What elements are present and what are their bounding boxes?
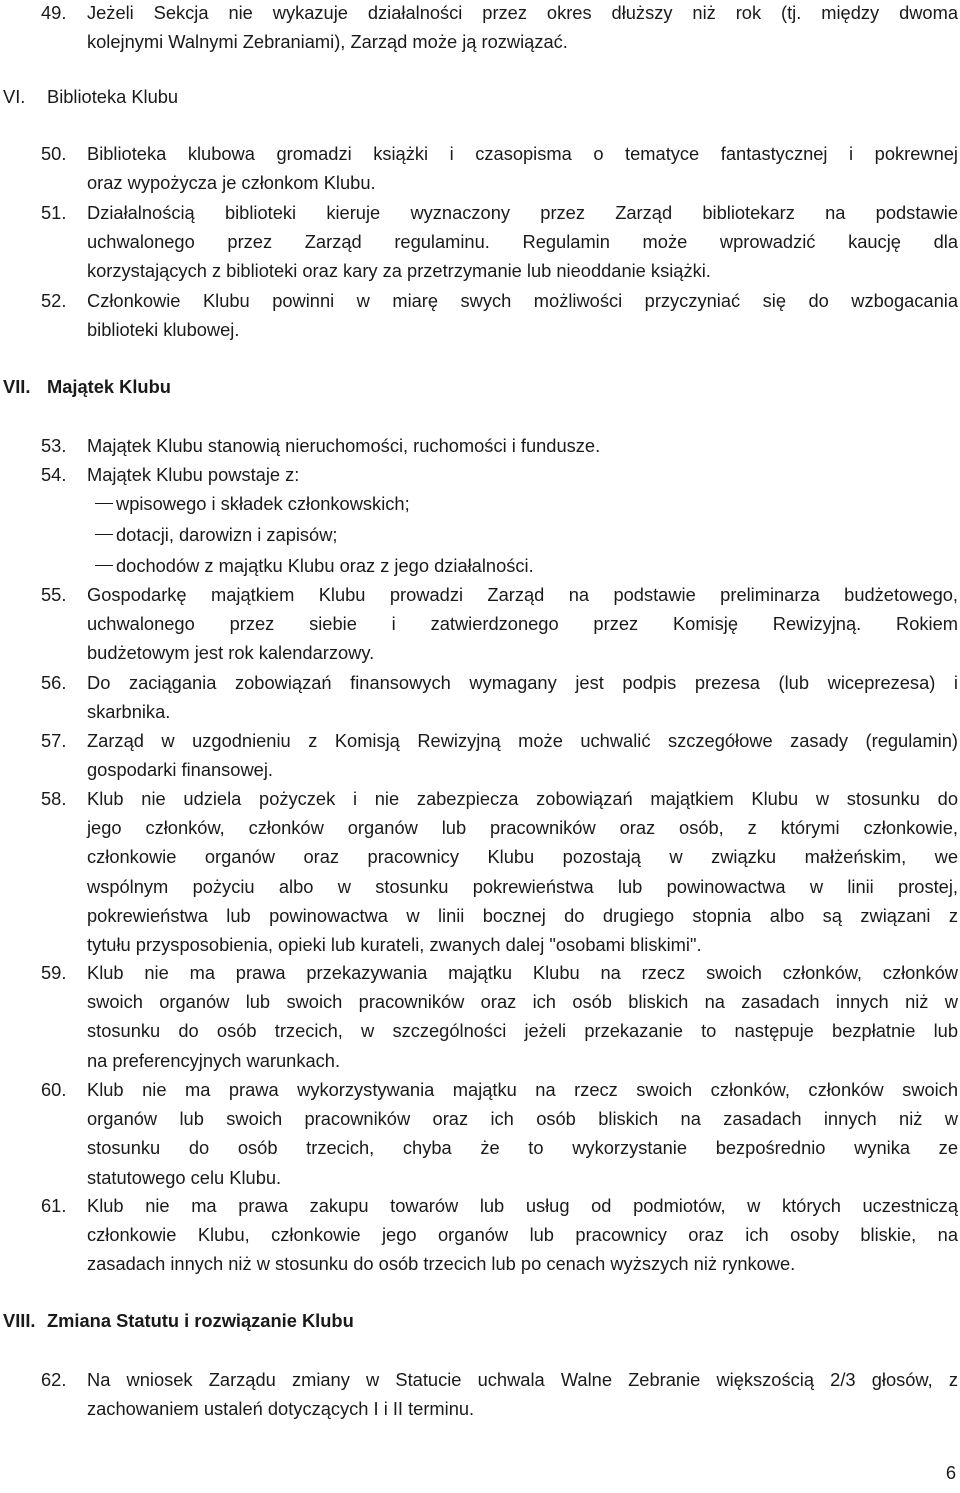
paragraph-line: Do zaciągania zobowiązań finansowych wymagany jest podpis prezesa (lub wiceprezesa) i — [87, 672, 958, 693]
paragraph-line: tytułu przysposobienia, opieki lub kurateli, zwanych dalej "osobami bliskimi". — [87, 934, 702, 956]
paragraph-line: zasadach innych niż w stosunku do osób trzecich lub po cenach wyższych niż rynkowe. — [87, 1253, 796, 1275]
paragraph-line: gospodarki finansowej. — [87, 759, 273, 781]
paragraph-line: uchwalonego przez siebie i zatwierdzonego przez Komisję Rewizyjną. Rokiem — [87, 613, 958, 635]
paragraph-line: statutowego celu Klubu. — [87, 1166, 282, 1188]
section-number: VI. — [3, 86, 26, 107]
paragraph-51 — [0, 198, 958, 286]
paragraph-number: 61. — [41, 1195, 67, 1216]
paragraph-number: 49. — [41, 2, 67, 23]
paragraph-55 — [0, 580, 958, 668]
paragraph-line: skarbnika. — [87, 701, 171, 723]
paragraph-line: na preferencyjnych warunkach. — [87, 1049, 341, 1071]
paragraph-number: 53. — [41, 435, 67, 456]
paragraph-line: pokrewieństwa lub powinowactwa w linii bocznej do drugiego stopnia albo są związani z — [87, 904, 958, 926]
paragraph-54 — [0, 460, 958, 489]
section-title: Biblioteka Klubu — [47, 86, 179, 107]
paragraph-number: 59. — [41, 962, 67, 983]
dash-bullet-icon — [95, 503, 113, 504]
paragraph-line: kolejnymi Walnymi Zebraniami), Zarząd może ją rozwiązać. — [87, 31, 568, 53]
paragraph-line: Biblioteka klubowa gromadzi książki i czasopisma o tematyce fantastycznej i pokrewnej — [87, 143, 958, 164]
paragraph-line: uchwalonego przez Zarząd regulaminu. Regulamin może wprowadzić kaucję dla — [87, 231, 958, 253]
paragraph-line: Klub nie udziela pożyczek i nie zabezpiecza zobowiązań majątkiem Klubu w stosunku do — [87, 788, 958, 809]
paragraph-59 — [0, 958, 958, 1075]
paragraph-line: stosunku do osób trzecich, chyba że to wykorzystanie bezpośrednio wynika ze — [87, 1137, 958, 1159]
list-item-text: dotacji, darowizn i zapisów; — [116, 524, 338, 545]
section-title: Majątek Klubu — [47, 376, 171, 397]
paragraph-56 — [0, 668, 958, 726]
paragraph-line: członkowie Klubu, członkowie jego organów lub pracownicy oraz ich osoby bliskie, na — [87, 1224, 958, 1246]
paragraph-52 — [0, 286, 958, 344]
paragraph-number: 60. — [41, 1079, 67, 1100]
paragraph-number: 62. — [41, 1369, 67, 1390]
paragraph-line: Na wniosek Zarządu zmiany w Statucie uchwala Walne Zebranie większością 2/3 głosów, z — [87, 1369, 958, 1390]
paragraph-number: 54. — [41, 464, 67, 485]
paragraph-number: 51. — [41, 202, 67, 223]
paragraph-number: 55. — [41, 584, 67, 605]
paragraph-57 — [0, 726, 958, 784]
paragraph-line: swoich organów lub swoich pracowników oraz ich osób bliskich na zasadach innych niż w — [87, 991, 958, 1013]
paragraph-49 — [0, 0, 958, 56]
paragraph-line: zachowaniem ustaleń dotyczących I i II terminu. — [87, 1398, 475, 1420]
paragraph-line: korzystających z biblioteki oraz kary za przetrzymanie lub nieoddanie książki. — [87, 260, 711, 282]
paragraph-61 — [0, 1191, 958, 1279]
paragraph-line: wspólnym pożyciu albo w stosunku pokrewieństwa lub powinowactwa w linii prostej, — [87, 875, 958, 897]
dash-bullet-icon — [95, 565, 113, 566]
list-item-text: wpisowego i składek członkowskich; — [116, 493, 410, 514]
paragraph-line: budżetowym jest rok kalendarzowy. — [87, 642, 375, 664]
section-title: Zmiana Statutu i rozwiązanie Klubu — [47, 1310, 354, 1331]
paragraph-line: biblioteki klubowej. — [87, 319, 240, 341]
paragraph-line: Członkowie Klubu powinni w miarę swych możliwości przyczyniać się do wzbogacania — [87, 290, 958, 311]
paragraph-53 — [0, 431, 958, 460]
paragraph-number: 58. — [41, 788, 67, 809]
paragraph-number: 50. — [41, 143, 67, 164]
section-number: VIII. — [3, 1310, 36, 1331]
paragraph-50 — [0, 139, 958, 197]
paragraph-line: Klub nie ma prawa wykorzystywania majątku na rzecz swoich członków, członków swoich — [87, 1079, 958, 1100]
paragraph-60 — [0, 1075, 958, 1192]
paragraph-line: Działalnością biblioteki kieruje wyznaczony przez Zarząd bibliotekarz na podstawie — [87, 202, 958, 223]
paragraph-line: stosunku do osób trzecich, w szczególności jeżeli przekazanie to następuje bezpłatnie lub — [87, 1020, 958, 1042]
paragraph-line: członkowie organów oraz pracownicy Klubu pozostają w związku małżeńskim, we — [87, 846, 958, 868]
paragraph-line: Zarząd w uzgodnieniu z Komisją Rewizyjną może uchwalić szczegółowe zasady (regulamin) — [87, 730, 958, 751]
paragraph-line: Majątek Klubu stanowią nieruchomości, ruchomości i fundusze. — [87, 435, 601, 456]
paragraph-line: organów lub swoich pracowników oraz ich osób bliskich na zasadach innych niż w — [87, 1108, 958, 1130]
list-item-text: dochodów z majątku Klubu oraz z jego działalności. — [116, 555, 534, 576]
paragraph-line: jego członków, członków organów lub pracowników oraz osób, z którymi członkowie, — [87, 817, 958, 839]
paragraph-line: oraz wypożycza je członkom Klubu. — [87, 172, 376, 194]
paragraph-number: 52. — [41, 290, 67, 311]
paragraph-line: Jeżeli Sekcja nie wykazuje działalności przez okres dłuższy niż rok (tj. między dwoma — [87, 2, 958, 23]
paragraph-line: Klub nie ma prawa zakupu towarów lub usług od podmiotów, w których uczestniczą — [87, 1195, 958, 1216]
paragraph-line: Klub nie ma prawa przekazywania majątku Klubu na rzecz swoich członków, członków — [87, 962, 958, 983]
paragraph-line: Gospodarkę majątkiem Klubu prowadzi Zarząd na podstawie preliminarza budżetowego, — [87, 584, 958, 605]
section-number: VII. — [3, 376, 31, 397]
paragraph-number: 57. — [41, 730, 67, 751]
page-number: 6 — [945, 1462, 956, 1483]
paragraph-58 — [0, 784, 958, 959]
paragraph-62 — [0, 1365, 958, 1423]
dash-bullet-icon — [95, 534, 113, 535]
paragraph-line: Majątek Klubu powstaje z: — [87, 464, 300, 485]
paragraph-number: 56. — [41, 672, 67, 693]
